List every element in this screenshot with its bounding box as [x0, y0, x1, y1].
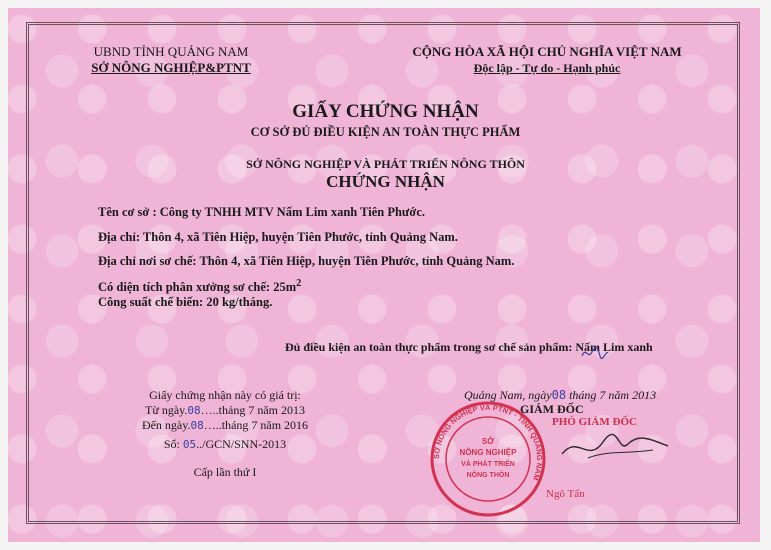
seal-center-line1: SỞ	[481, 437, 495, 446]
seal-center-line4: NÔNG THÔN	[466, 472, 510, 479]
official-seal	[429, 400, 547, 518]
validity-label: Giấy chứng nhận này có giá trị:	[149, 388, 301, 402]
initial-signature	[580, 344, 610, 362]
workshop-area	[98, 278, 301, 295]
processing-capacity: Công suất chế biến: 20 kg/tháng.	[98, 295, 273, 309]
facility-name: Tên cơ sở : Công ty TNHH MTV Nấm Lim xanh Tiên Phước.	[98, 205, 426, 219]
issuing-department: SỞ NÔNG NGHIỆP VÀ PHÁT TRIỂN NÔNG THÔN	[246, 157, 525, 171]
certificate-number	[110, 437, 340, 452]
certificate-subtitle: CƠ SỞ ĐỦ ĐIỀU KIỆN AN TOÀN THỰC PHẨM	[250, 125, 521, 139]
date-prefix: Quảng Nam, ngày	[463, 388, 552, 402]
valid-from	[110, 403, 340, 418]
signer-name: Ngô Tấn	[546, 488, 585, 500]
validity-block	[110, 388, 340, 452]
area-text: Có diện tích phân xưởng sơ chế: 25m	[98, 280, 297, 295]
vice-director-title: PHÓ GIÁM ĐỐC	[552, 416, 637, 428]
department-name: SỞ NÔNG NGHIỆP&PTNT	[91, 60, 251, 75]
director-title: GIÁM ĐỐC	[520, 402, 584, 416]
country-name: CỘNG HÒA XÃ HỘI CHỦ NGHĨA VIỆT NAM	[412, 44, 682, 59]
eligibility-statement: Đủ điều kiện an toàn thực phẩm trong sơ chế sản phẩm: Nấm Lim xanh	[285, 340, 653, 354]
number-prefix: Số:	[163, 437, 183, 451]
valid-to-suffix: …..tháng 7 năm 2016	[203, 418, 309, 432]
certificate-title: GIẤY CHỨNG NHẬN	[292, 101, 479, 122]
number-value: 05	[182, 438, 197, 451]
seal-center-line2: NÔNG NGHIỆP	[459, 448, 517, 457]
number-suffix: ../GCN/SNN-2013	[196, 437, 287, 451]
valid-from-suffix: …..tháng 7 năm 2013	[200, 403, 305, 417]
issue-count: Cấp lần thứ I	[193, 465, 257, 479]
area-superscript: 2	[296, 278, 302, 289]
processing-address: Địa chỉ nơi sơ chế: Thôn 4, xã Tiên Hiệp, huyện Tiên Phước, tỉnh Quảng Nam.	[98, 254, 515, 268]
director-signature	[558, 424, 678, 474]
date-day: 08	[551, 388, 567, 402]
valid-to-day: 08	[190, 419, 204, 432]
issuer-header	[66, 44, 276, 76]
facility-address: Địa chỉ: Thôn 4, xã Tiên Hiệp, huyện Tiên Phước, tỉnh Quảng Nam.	[98, 230, 458, 244]
province-committee: UBND TỈNH QUẢNG NAM	[93, 44, 249, 59]
seal-center-line3: VÀ PHÁT TRIỂN	[461, 461, 515, 468]
national-motto: Độc lập - Tự do - Hạnh phúc	[473, 61, 621, 75]
valid-from-day: 08	[187, 404, 201, 417]
seal-ring-text: SỞ NÔNG NGHIỆP VÀ PTNT · TỈNH QUẢNG NAM	[431, 402, 545, 482]
national-header	[382, 44, 712, 76]
certify-heading: CHỨNG NHẬN	[326, 172, 445, 191]
date-suffix: tháng 7 năm 2013	[566, 388, 657, 402]
valid-to	[110, 418, 340, 433]
valid-from-prefix: Từ ngày.	[145, 403, 188, 417]
valid-to-prefix: Đến ngày.	[141, 418, 191, 432]
